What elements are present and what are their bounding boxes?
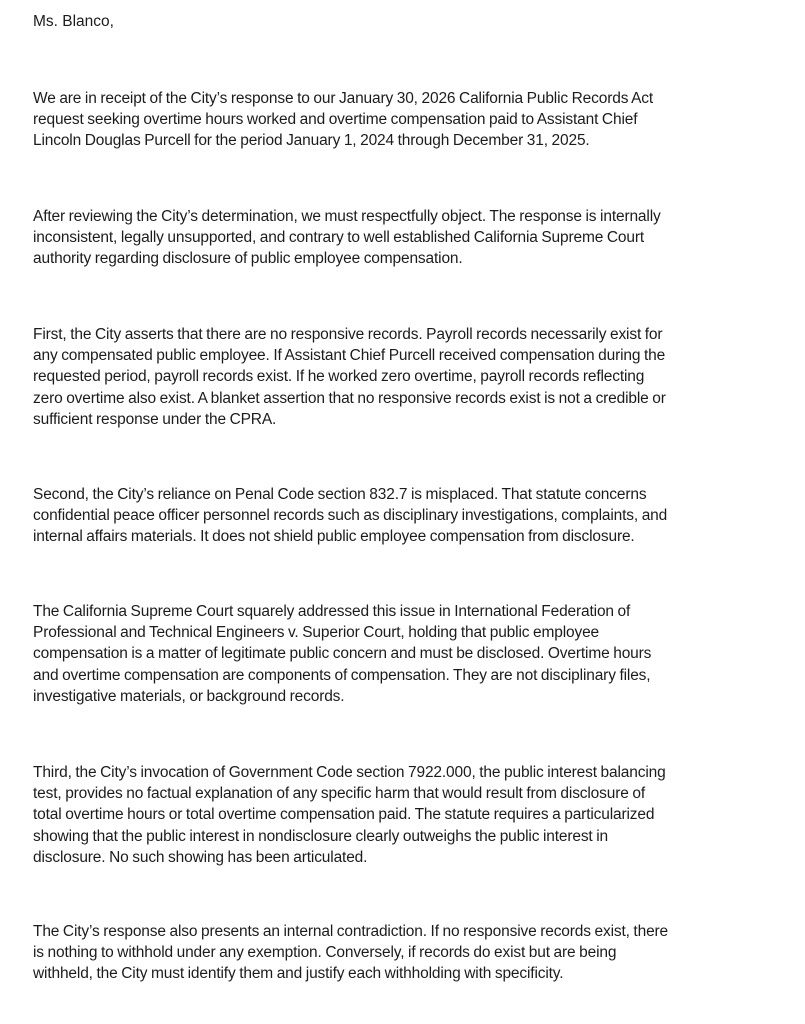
paragraph-line: request seeking overtime hours worked and overtime compensation paid to Assistant Chief <box>33 111 638 129</box>
paragraph-line: zero overtime also exist. A blanket assertion that no responsive records exist is not a credible or <box>33 389 666 407</box>
paragraph-line: internal affairs materials. It does not shield public employee compensation from disclosure. <box>33 528 635 546</box>
paragraph-line: confidential peace officer personnel records such as disciplinary investigations, complaints, and <box>33 507 668 525</box>
paragraph-supreme-court <box>33 601 651 707</box>
paragraph-first-point <box>33 324 666 430</box>
paragraph-line: requested period, payroll records exist. If he worked zero overtime, payroll records reflecting <box>33 368 645 386</box>
paragraph-objection <box>33 206 661 270</box>
paragraph-line: Professional and Technical Engineers v. Superior Court, holding that public employee <box>33 624 600 642</box>
paragraph-line: test, provides no factual explanation of any specific harm that would result from disclosure of <box>33 785 645 803</box>
paragraph-second-point <box>33 484 667 548</box>
paragraph-line: any compensated public employee. If Assistant Chief Purcell received compensation during the <box>33 347 666 365</box>
paragraph-line: showing that the public interest in nondisclosure clearly outweighs the public interest in <box>33 827 609 845</box>
paragraph-line: Second, the City’s reliance on Penal Code section 832.7 is misplaced. That statute concerns <box>33 486 647 503</box>
paragraph-receipt <box>33 88 653 152</box>
paragraph-line: disclosure. No such showing has been articulated. <box>33 848 368 866</box>
paragraph-line: investigative materials, or background records. <box>33 687 345 705</box>
salutation: Ms. Blanco, <box>33 13 114 30</box>
paragraph-line: is nothing to withhold under any exemption. Conversely, if records do exist but are being <box>33 944 617 962</box>
paragraph-line: sufficient response under the CPRA. <box>33 410 277 428</box>
paragraph-line: withheld, the City must identify them and justify each withholding with specificity. <box>33 965 564 983</box>
paragraph-line: After reviewing the City’s determination, we must respectfully object. The response is internally <box>33 208 661 225</box>
paragraph-line: We are in receipt of the City’s response to our January 30, 2026 California Public Records Act <box>33 90 654 107</box>
paragraph-line: The California Supreme Court squarely addressed this issue in International Federation of <box>33 603 631 620</box>
paragraph-line: inconsistent, legally unsupported, and contrary to well established California Supreme Court <box>33 229 645 247</box>
paragraph-line: Lincoln Douglas Purcell for the period January 1, 2024 through December 31, 2025. <box>33 132 590 150</box>
paragraph-line: Third, the City’s invocation of Government Code section 7922.000, the public interest balancing <box>33 764 666 781</box>
paragraph-line: and overtime compensation are components of compensation. They are not disciplinary files, <box>33 666 651 684</box>
paragraph-line: authority regarding disclosure of public employee compensation. <box>33 250 463 268</box>
paragraph-line: First, the City asserts that there are no responsive records. Payroll records necessarily exist for <box>33 326 663 343</box>
paragraph-contradiction <box>33 921 668 985</box>
paragraph-line: The City’s response also presents an internal contradiction. If no responsive records exist, there <box>33 923 669 940</box>
paragraph-line: compensation is a matter of legitimate public concern and must be disclosed. Overtime hours <box>33 645 652 663</box>
paragraph-line: total overtime hours or total overtime compensation paid. The statute requires a particularized <box>33 806 655 824</box>
paragraph-third-point <box>33 762 666 868</box>
